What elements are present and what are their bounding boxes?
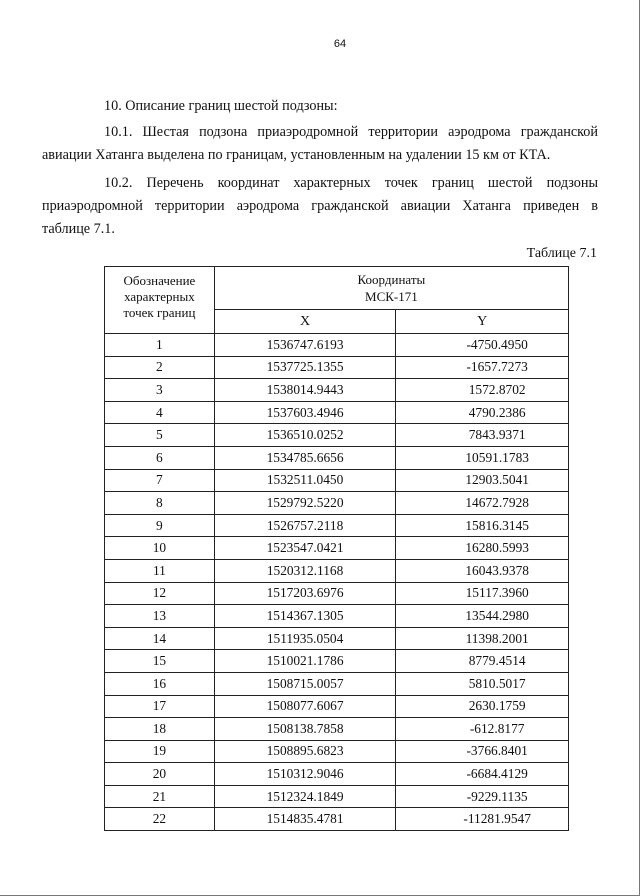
x-coordinate-cell: 1508895.6823 xyxy=(214,740,396,763)
table-row xyxy=(105,492,569,515)
y-coordinate-cell: -11281.9547 xyxy=(396,808,569,831)
y-coordinate-cell: -6684.4129 xyxy=(396,763,569,786)
y-coordinate-cell: 4790.2386 xyxy=(396,401,569,424)
table-row xyxy=(105,401,569,424)
y-coordinate-cell: 1572.8702 xyxy=(396,379,569,402)
header-points-line-3: точек границ xyxy=(123,305,196,320)
paragraph-10-1-line-1: 10.1. Шестая подзона приаэродромной территории аэродрома гражданской xyxy=(104,124,598,140)
table-row xyxy=(105,808,569,831)
header-points-line-2: характерных xyxy=(124,289,195,304)
point-number-cell: 15 xyxy=(105,650,215,673)
table-body xyxy=(105,334,569,831)
table-row xyxy=(105,605,569,628)
y-coordinate-cell: 16280.5993 xyxy=(396,537,569,560)
point-number-cell: 22 xyxy=(105,808,215,831)
table-row xyxy=(105,718,569,741)
y-coordinate-cell: 12903.5041 xyxy=(396,469,569,492)
x-coordinate-cell: 1511935.0504 xyxy=(214,627,396,650)
header-coordinates xyxy=(214,267,568,310)
x-coordinate-cell: 1508715.0057 xyxy=(214,672,396,695)
point-number-cell: 12 xyxy=(105,582,215,605)
y-coordinate-cell: 16043.9378 xyxy=(396,559,569,582)
point-number-cell: 14 xyxy=(105,627,215,650)
x-coordinate-cell: 1510312.9046 xyxy=(214,763,396,786)
x-coordinate-cell: 1536510.0252 xyxy=(214,424,396,447)
x-coordinate-cell: 1537603.4946 xyxy=(214,401,396,424)
header-coordinates-line-1: Координаты xyxy=(357,272,426,287)
paragraph-10-1-line-2: авиации Хатанга выделена по границам, установленным на удалении 15 км от КТА. xyxy=(42,147,551,163)
table-row xyxy=(105,763,569,786)
y-coordinate-cell: 15816.3145 xyxy=(396,514,569,537)
table-row xyxy=(105,559,569,582)
header-x: X xyxy=(214,310,396,334)
x-coordinate-cell: 1508138.7858 xyxy=(214,718,396,741)
table-row xyxy=(105,446,569,469)
x-coordinate-cell: 1520312.1168 xyxy=(214,559,396,582)
paragraph-10-2-line-2: приаэродромной территории аэродрома гражданской авиации Хатанга приведен в xyxy=(42,198,598,214)
header-y: Y xyxy=(396,310,569,334)
point-number-cell: 1 xyxy=(105,334,215,357)
header-points-line-1: Обозначение xyxy=(123,273,196,288)
x-coordinate-cell: 1538014.9443 xyxy=(214,379,396,402)
x-coordinate-cell: 1517203.6976 xyxy=(214,582,396,605)
point-number-cell: 2 xyxy=(105,356,215,379)
section-heading: 10. Описание границ шестой подзоны: xyxy=(104,98,338,114)
point-number-cell: 8 xyxy=(105,492,215,515)
table-row xyxy=(105,424,569,447)
x-coordinate-cell: 1537725.1355 xyxy=(214,356,396,379)
point-number-cell: 5 xyxy=(105,424,215,447)
x-coordinate-cell: 1514367.1305 xyxy=(214,605,396,628)
y-coordinate-cell: 10591.1783 xyxy=(396,446,569,469)
header-coordinates-line-2: МСК-171 xyxy=(365,289,418,304)
x-coordinate-cell: 1512324.1849 xyxy=(214,785,396,808)
point-number-cell: 10 xyxy=(105,537,215,560)
point-number-cell: 9 xyxy=(105,514,215,537)
x-coordinate-cell: 1526757.2118 xyxy=(214,514,396,537)
table-caption: Таблице 7.1 xyxy=(526,246,597,261)
x-coordinate-cell: 1532511.0450 xyxy=(214,469,396,492)
table-row xyxy=(105,334,569,357)
point-number-cell: 6 xyxy=(105,446,215,469)
coordinates-table xyxy=(104,266,569,831)
point-number-cell: 16 xyxy=(105,672,215,695)
y-coordinate-cell: 11398.2001 xyxy=(396,627,569,650)
table-row xyxy=(105,469,569,492)
table-row xyxy=(105,379,569,402)
y-coordinate-cell: -1657.7273 xyxy=(396,356,569,379)
y-coordinate-cell: 14672.7928 xyxy=(396,492,569,515)
y-coordinate-cell: -9229.1135 xyxy=(396,785,569,808)
point-number-cell: 20 xyxy=(105,763,215,786)
x-coordinate-cell: 1508077.6067 xyxy=(214,695,396,718)
y-coordinate-cell: -4750.4950 xyxy=(396,334,569,357)
paragraph-10-1 xyxy=(42,121,598,167)
x-coordinate-cell: 1523547.0421 xyxy=(214,537,396,560)
point-number-cell: 11 xyxy=(105,559,215,582)
point-number-cell: 13 xyxy=(105,605,215,628)
table-row xyxy=(105,356,569,379)
header-points xyxy=(105,267,215,334)
y-coordinate-cell: -3766.8401 xyxy=(396,740,569,763)
point-number-cell: 19 xyxy=(105,740,215,763)
table-row xyxy=(105,740,569,763)
y-coordinate-cell: 5810.5017 xyxy=(396,672,569,695)
y-coordinate-cell: 2630.1759 xyxy=(396,695,569,718)
x-coordinate-cell: 1534785.6656 xyxy=(214,446,396,469)
point-number-cell: 4 xyxy=(105,401,215,424)
x-coordinate-cell: 1514835.4781 xyxy=(214,808,396,831)
table-row xyxy=(105,672,569,695)
table-row xyxy=(105,514,569,537)
paragraph-10-2-line-3: таблице 7.1. xyxy=(42,221,115,237)
x-coordinate-cell: 1529792.5220 xyxy=(214,492,396,515)
page-number: 64 xyxy=(333,38,347,50)
table-row xyxy=(105,695,569,718)
point-number-cell: 18 xyxy=(105,718,215,741)
x-coordinate-cell: 1510021.1786 xyxy=(214,650,396,673)
y-coordinate-cell: 15117.3960 xyxy=(396,582,569,605)
table-row xyxy=(105,537,569,560)
point-number-cell: 21 xyxy=(105,785,215,808)
y-coordinate-cell: 7843.9371 xyxy=(396,424,569,447)
point-number-cell: 17 xyxy=(105,695,215,718)
x-coordinate-cell: 1536747.6193 xyxy=(214,334,396,357)
y-coordinate-cell: 8779.4514 xyxy=(396,650,569,673)
point-number-cell: 3 xyxy=(105,379,215,402)
point-number-cell: 7 xyxy=(105,469,215,492)
table-row xyxy=(105,582,569,605)
table-row xyxy=(105,650,569,673)
y-coordinate-cell: 13544.2980 xyxy=(396,605,569,628)
table-row xyxy=(105,785,569,808)
table-row xyxy=(105,627,569,650)
paragraph-10-2 xyxy=(42,172,598,241)
paragraph-10-2-line-1: 10.2. Перечень координат характерных точек границ шестой подзоны xyxy=(104,175,598,191)
y-coordinate-cell: -612.8177 xyxy=(396,718,569,741)
